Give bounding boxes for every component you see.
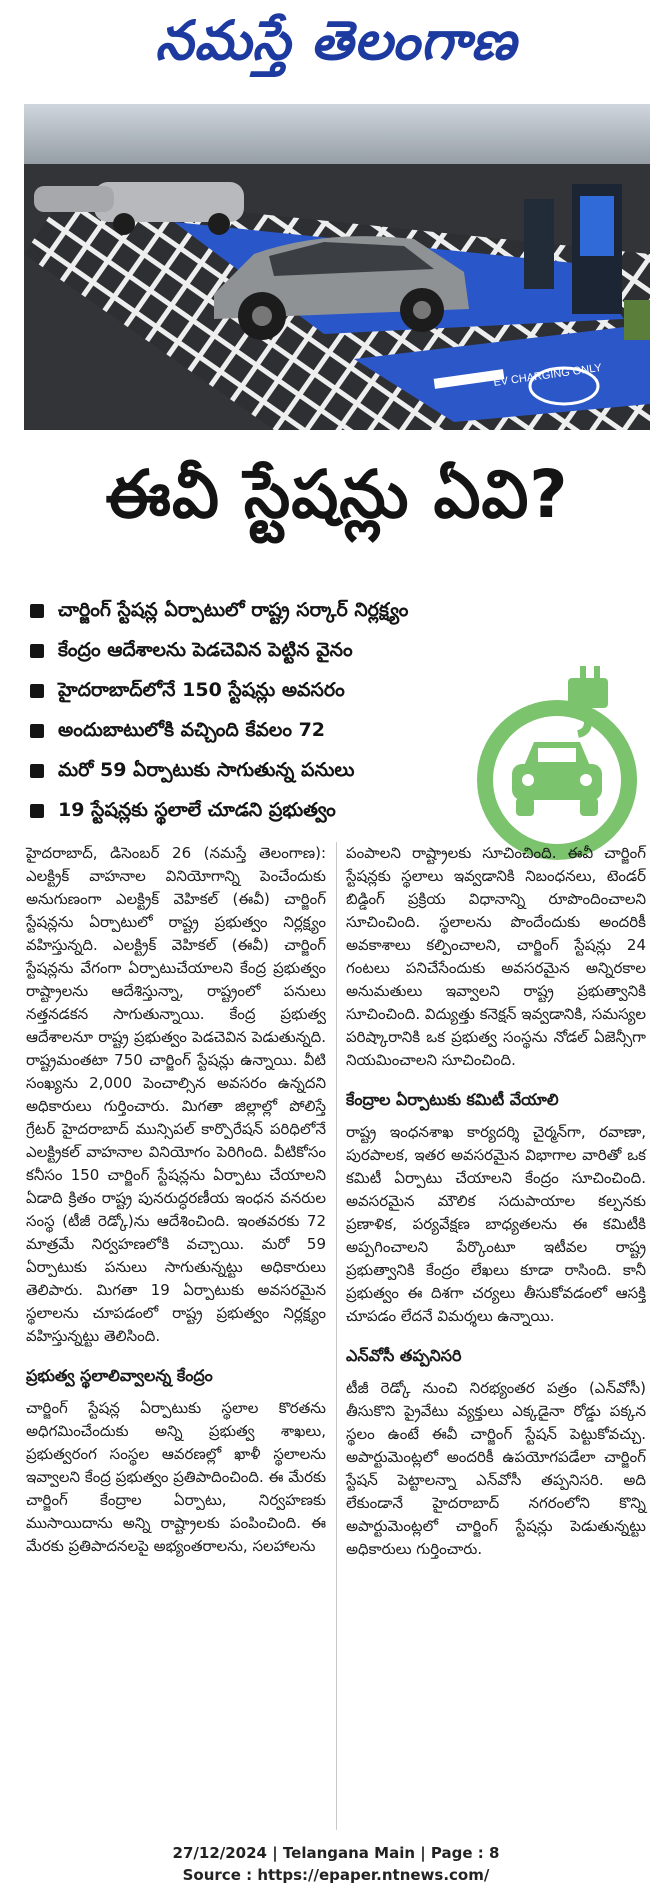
article-paragraph: హైదరాబాద్, డిసెంబర్ 26 (నమస్తే తెలంగాణ): ఎలక్ట్రిక్ వాహనాల వినియోగాన్ని పెంచేందుకు అనుగుణంగా ఎలక్ట్రిక్ వెహికల్ (ఈవీ) చార్జింగ్ స్టేషన్లను ఏర్పాటులో రాష్ట్ర ప్రభుత్వం నిర్లక్ష్యం వహిస్తున్నది. ఎలక్ట్రిక్ వెహికల్ (ఈవీ) చార్జింగ్ స్టేషన్లను వేగంగా ఏర్పాటుచేయాలని కేంద్ర ప్రభుత్వం రాష్ట్రాలను ఆదేశిస్తున్నా, రాష్ట్రంలో పనులు నత్తనడకన సాగుతున్నాయి. కేంద్ర ప్రభుత్వ ఆదేశాలనూ రాష్ట్ర ప్రభుత్వం పెడచెవిన పెడుతున్నది. రాష్ట్రమంతటా 750 చార్జింగ్ స్టేషన్లు ఉన్నాయి. వీటి సంఖ్యను 2,000 పెంచాల్సిన అవసరం ఉన్నదని అధికారులు గుర్తించారు. మిగతా జిల్లాల్లో పోలిస్తే గ్రేటర్ హైదరాబాద్ మున్సిపల్ కార్పొరేషన్ పరిధిలోనే ఎలక్ట్రికల్ వాహనాల వినియోగం పెరిగింది. వీటికోసం కనీసం 150 చార్జింగ్ స్టేషన్లను ఏర్పాటు చేయాలని ఏడాది క్రితం రాష్ట్ర పునరుద్ధరణీయ ఇంధన వనరుల సంస్థ (టీజీ రెడ్కో)ను ఆదేశించింది. ఇంతవరకు 72 మాత్రమే నిర్వహణలోకి వచ్చాయి. మరో 59 ఏర్పాటుకు పనులు సాగుతున్నట్టు అధికారులు తెలిపారు. మిగతా 19 ఏర్పాటుకు అవసరమైన స్థలాలను చూపడంలో రాష్ట్ర ప్రభుత్వం నిర్లక్ష్యం వహిస్తున్నట్టు తెలిసింది. <box>26 844 326 1345</box>
bay-label: EV CHARGING ONLY <box>492 361 603 389</box>
masthead <box>0 0 672 96</box>
ev-charging-logo-icon <box>472 662 642 867</box>
article-column-1 <box>26 842 326 1566</box>
article-paragraph: రాష్ట్ర ఇంధనశాఖ కార్యదర్శి చైర్మన్‌గా, రవాణా, పురపాలక, ఇతర అవసరమైన విభాగాల వారితో ఒక కమిటీ ఏర్పాటు చేయాలని కేంద్రం సూచించింది. అవసరమైన మౌలిక సదుపాయాల కల్పనకు ప్రణాళిక, పర్యవేక్షణ బాధ్యతలను ఈ కమిటీకి అప్పగించాలని పేర్కొంటూ ఇటీవల రాష్ట్ర ప్రభుత్వానికి కేంద్రం లేఖలు కూడా రాసింది. కానీ ప్రభుత్వం ఈ దిశగా చర్యలు తీసుకోవడంలో ఆసక్తి చూపడం లేదనే విమర్శలు ఉన్నాయి. <box>346 1123 646 1325</box>
bullet-item: మరో 59 ఏర్పాటుకు సాగుతున్న పనులు <box>24 752 494 792</box>
article-paragraph: పంపాలని రాష్ట్రాలకు సూచించింది. ఈవీ చార్జింగ్ స్టేషన్లకు స్థలాలు ఇవ్వడానికి నిబంధనలు, టెండర్ బిడ్డింగ్ ప్రక్రియ విధానాన్ని రూపొందించాలని సూచించింది. స్థలాలను పొందేందుకు అందరికీ అవకాశాలు కల్పించాలని, చార్జింగ్ స్టేషన్లు 24 గంటలు పనిచేసేందుకు అవసరమైన అన్నిరకాల అనుమతులు ఇవ్వాలని రాష్ట్ర ప్రభుత్వానికి సూచించింది. విద్యుత్తు కనెక్షన్ ఇవ్వడానికి, సమస్యల పరిష్కారానికి ఒక ప్రభుత్వ సంస్థను నోడల్ ఏజెన్సీగా నియమించాలని సూచించింది. <box>346 844 646 1069</box>
article-subheading: ఎన్‌వోసీ తప్పనిసరి <box>346 1346 462 1365</box>
page-footer <box>0 1842 672 1886</box>
bullet-item: చార్జింగ్ స్టేషన్ల ఏర్పాటులో రాష్ట్ర సర్కార్ నిర్లక్ష్యం <box>24 592 494 632</box>
article-column-2 <box>346 842 646 1569</box>
article-paragraph: చార్జింగ్ స్టేషన్ల ఏర్పాటుకు స్థలాల కొరతను అధిగమించేందుకు అన్ని ప్రభుత్వ శాఖలు, ప్రభుత్వరంగ సంస్థల ఆవరణల్లో ఖాళీ స్థలాలను ఇవ్వాలని కేంద్ర ప్రభుత్వం ప్రతిపాదించింది. ఈ మేరకు చార్జింగ్ కేంద్రాల ఏర్పాటు, నిర్వహణకు ముసాయిదాను అన్ని రాష్ట్రాలకు పంపించింది. ఈ మేరకు ప్రతిపాదనలపై అభ్యంతరాలను, సలహాలను <box>26 1399 327 1555</box>
bullet-item: అందుబాటులోకి వచ్చింది కేవలం 72 <box>24 712 494 752</box>
bullet-item: కేంద్రం ఆదేశాలను పెడచెవిన పెట్టిన వైనం <box>24 632 494 672</box>
article-subheading: ప్రభుత్వ స్థలాలివ్వాలన్న కేంద్రం <box>26 1366 213 1385</box>
bullet-list <box>24 592 494 832</box>
masthead-title: నమస్తే తెలంగాణ <box>155 8 517 72</box>
article-paragraph: టీజీ రెడ్కో నుంచి నిరభ్యంతర పత్రం (ఎన్‌వోసీ) తీసుకొని ప్రైవేటు వ్యక్తులు ఎక్కడైనా రోడ్డు పక్కన స్థలం ఉంటే ఈవీ చార్జింగ్ స్టేషన్ పెట్టుకోవచ్చు. అపార్టుమెంట్లలో అందరికీ ఉపయోగపడేలా చార్జింగ్ స్టేషన్ పెట్టాలన్నా ఎన్‌వోసీ తప్పనిసరి. అది లేకుండానే హైదరాబాద్ నగరంలోని కొన్ని అపార్టుమెంట్లలో చార్జింగ్ స్టేషన్లు పెడుతున్నట్టు అధికారులు గుర్తించారు. <box>346 1379 646 1558</box>
column-divider <box>336 842 337 1830</box>
parking-lot-image <box>24 104 650 430</box>
bullet-item: హైదరాబాద్‌లోనే 150 స్టేషన్లు అవసరం <box>24 672 494 712</box>
edition-info: 27/12/2024 | Telangana Main | Page : 8 <box>172 1844 500 1862</box>
bullet-item: 19 స్టేషన్లకు స్థలాలే చూడని ప్రభుత్వం <box>24 792 494 832</box>
article-subheading: కేంద్రాల ఏర్పాటుకు కమిటీ వేయాలి <box>346 1090 559 1109</box>
ev-charging-photo <box>24 104 650 430</box>
source-link[interactable]: Source : https://epaper.ntnews.com/ <box>182 1866 490 1884</box>
headline: ఈవీ స్టేషన్లు ఏవి? <box>105 456 569 533</box>
